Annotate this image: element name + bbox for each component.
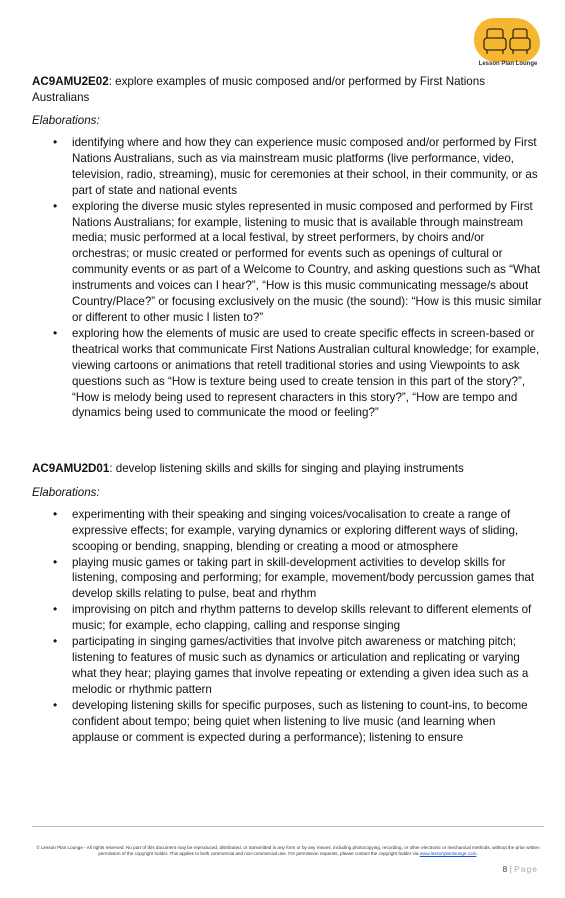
page-number: 8 | Page <box>502 864 538 874</box>
standard-description: : develop listening skills and skills for singing and playing instruments <box>109 462 464 476</box>
list-item: • improvising on pitch and rhythm patterns to develop skills relevant to different elements of music; for example, echo clapping, calling and response singing <box>32 602 544 634</box>
website-link[interactable]: www.lessonplanlounge.com <box>419 851 477 856</box>
elaborations-list <box>32 507 544 746</box>
list-item: • developing listening skills for specific purposes, such as listening to count-ins, to become confident about tempo; being quiet when listening to live music (and learning when applause or comment is expected during a performance); listening to ensure <box>32 698 544 746</box>
standard-heading <box>32 74 544 105</box>
list-item: • playing music games or taking part in skill-development activities to develop skills for listening, composing and performing; for example, movement/body percussion games that develop skills relating to pulse, beat and rhythm <box>32 555 544 603</box>
couch-icon <box>482 24 532 58</box>
elaborations-heading: Elaborations: <box>32 485 100 499</box>
footer-divider <box>32 826 544 827</box>
list-item: • identifying where and how they can experience music composed and/or performed by First Nations Australians, such as via mainstream music platforms (live performance, video, television, radio, streaming), music for ceremonies at their school, in their community, or as part of state and national events <box>32 135 544 199</box>
standard-code: AC9AMU2E02 <box>32 75 109 88</box>
copyright-notice: © Lesson Plan Lounge - All rights reserved. No part of this document may be reproduced, distributed, or transmitted in any form or by any means, including photocopying, recording, or other electronic or mechanical methods, without the prior written permission of the copyright holder. This applies to both commercial and non-commercial use. For permission requests, please contact the copyright holder via www.lessonplanlounge.com. <box>36 845 540 856</box>
list-item: • participating in singing games/activities that involve pitch awareness or matching pitch; listening to features of music such as dynamics or articulation and replicating or varying what they hear; playing games that involve repeating or extending a given idea such as a melodic or rhythmic pattern <box>32 634 544 698</box>
list-item: • exploring the diverse music styles represented in music composed and performed by First Nations Australians; for example, listening to music that is available through mainstream media; music performed at a local festival, by street performers, by choirs and/or orchestras; or music created or performed for events such as openings of cultural or community events or as part of a Welcome to Country, and asking questions such as “What instruments and voices can I hear?”, “How is this music communicating message/s about Country/Place?” or focusing exclusively on the music (the sound): “How is this music similar or different to other music I listen to?” <box>32 199 544 326</box>
logo <box>472 16 544 72</box>
elaborations-list <box>32 135 544 421</box>
logo-text: Lesson Plan Lounge <box>478 61 538 67</box>
main-content <box>32 74 544 745</box>
standard-heading <box>32 461 544 477</box>
list-item: • exploring how the elements of music are used to create specific effects in screen-based or theatrical works that communicate First Nations Australian cultural knowledge; for example, viewing cartoons or animations that retell traditional stories and using Viewpoints to ask questions such as “How is texture being used to create tension in this part of the story?”, “How is melody being used to represent characters in this story?”, “How are tempo and dynamics being used to communicate the mood or feeling?” <box>32 326 544 421</box>
standard-code: AC9AMU2D01 <box>32 462 110 476</box>
standard-description: : explore examples of music composed and/or performed by First Nations Australians <box>32 75 486 104</box>
elaborations-heading: Elaborations: <box>32 114 100 127</box>
list-item: • experimenting with their speaking and singing voices/vocalisation to create a range of expressive effects; for example, varying dynamics or exploring different ways of sliding, scooping or bending, snapping, blending or creating a mood or atmosphere <box>32 507 544 555</box>
